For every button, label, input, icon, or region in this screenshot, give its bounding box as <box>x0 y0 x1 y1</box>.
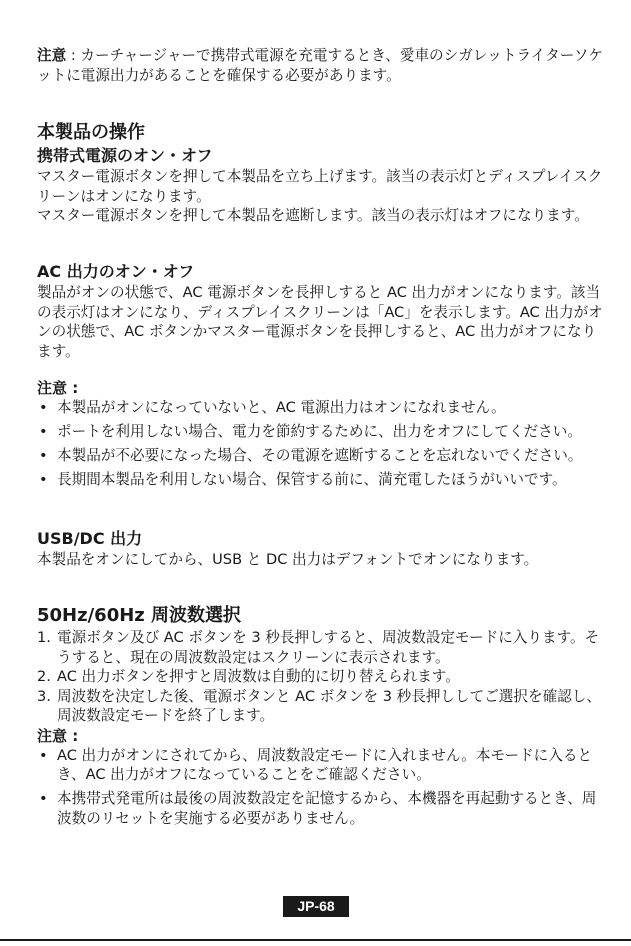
step-item <box>37 628 603 667</box>
caution-item-text: 本製品がオンになっていないと、AC 電源出力はオンになれません。 <box>57 399 506 416</box>
step-text: 周波数を決定した後、電源ボタンと AC ボタンを 3 秒長押ししてご選択を確認し、周波数設定モードを終了します。 <box>57 687 601 724</box>
ac-output-paragraph: 製品がオンの状態で、AC 電源ボタンを長押しすると AC 出力がオンになります。該当の表示灯はオンになり、ディスプレイスクリーンは「AC」を表示します。AC 出力がオンの状態で、AC ボタンかマスター電源ボタンを長押しすると、AC 出力がオフになります。 <box>37 284 603 360</box>
operation-section <box>37 121 603 226</box>
intro-note-label: 注意 <box>37 47 67 64</box>
power-off-paragraph: マスター電源ボタンを押して本製品を遮断します。該当の表示灯はオフになります。 <box>37 207 589 224</box>
caution-item-text: 長期間本製品を利用しない場合、保管する前に、満充電したほうがいいです。 <box>57 471 567 488</box>
caution-item <box>37 446 603 466</box>
step-text: AC 出力ボタンを押すと周波数は自動的に切り替えられます。 <box>57 668 460 685</box>
intro-note <box>37 46 603 85</box>
frequency-note-list <box>37 746 603 829</box>
bullet-mark: • <box>39 471 48 488</box>
frequency-note-item <box>37 746 603 785</box>
usb-dc-paragraph: 本製品をオンにしてから、USB と DC 出力はデフォントでオンになります。 <box>37 551 539 568</box>
step-number: 2. <box>37 668 51 685</box>
caution-item <box>37 422 603 442</box>
step-text: 電源ボタン及び AC ボタンを 3 秒長押しすると、周波数設定モードに入ります。そうすると、現在の周波数設定はスクリーンに表示されます。 <box>57 629 600 666</box>
step-item <box>37 667 603 687</box>
ac-output-heading: AC 出力のオン・オフ <box>37 262 195 281</box>
caution-list <box>37 398 603 490</box>
operation-heading: 本製品の操作 <box>37 122 145 143</box>
ac-output-section <box>37 261 603 361</box>
intro-note-text: : カーチャージャーで携帯式電源を充電するとき、愛車のシガレットライターソケットに電源出力があることを確保する必要があります。 <box>37 47 603 84</box>
bullet-mark: • <box>39 746 48 764</box>
step-item <box>37 687 603 726</box>
caution-item-text: ポートを利用しない場合、電力を節約するために、出力をオフにしてください。 <box>57 423 582 440</box>
page-number-badge: JP-68 <box>283 896 349 917</box>
frequency-heading: 50Hz/60Hz 周波数選択 <box>37 605 242 626</box>
footer-rule <box>0 939 631 941</box>
power-toggle-heading: 携帯式電源のオン・オフ <box>37 146 213 165</box>
bullet-mark: • <box>39 790 48 807</box>
usb-dc-heading: USB/DC 出力 <box>37 529 143 548</box>
bullet-mark: • <box>39 447 48 464</box>
bullet-mark: • <box>39 423 48 440</box>
caution-heading: 注意 : <box>37 379 79 397</box>
frequency-note-heading: 注意 : <box>37 726 79 745</box>
caution-item <box>37 398 603 418</box>
caution-item <box>37 470 603 490</box>
caution-item-text: 本製品が不必要になった場合、その電源を遮断することを忘れないでください。 <box>57 447 583 464</box>
bullet-mark: • <box>39 399 48 416</box>
power-on-paragraph: マスター電源ボタンを押して本製品を立ち上げます。該当の表示灯とディスプレイスクリーンはオンになります。 <box>37 168 603 205</box>
caution-section <box>37 378 603 494</box>
frequency-note-text: 本携帯式発電所は最後の周波数設定を記憶するから、本機器を再起動するとき、周波数のリセットを実施する必要がありません。 <box>57 790 597 827</box>
step-number: 3. <box>37 687 51 705</box>
step-number: 1. <box>37 629 51 646</box>
frequency-note-item <box>37 789 603 828</box>
frequency-note-text: AC 出力がオンにされてから、周波数設定モードに入れません。本モードに入るとき、AC 出力がオフになっていることをご確認ください。 <box>57 746 593 783</box>
usb-dc-section <box>37 528 603 570</box>
frequency-section <box>37 604 603 833</box>
frequency-steps <box>37 628 603 726</box>
